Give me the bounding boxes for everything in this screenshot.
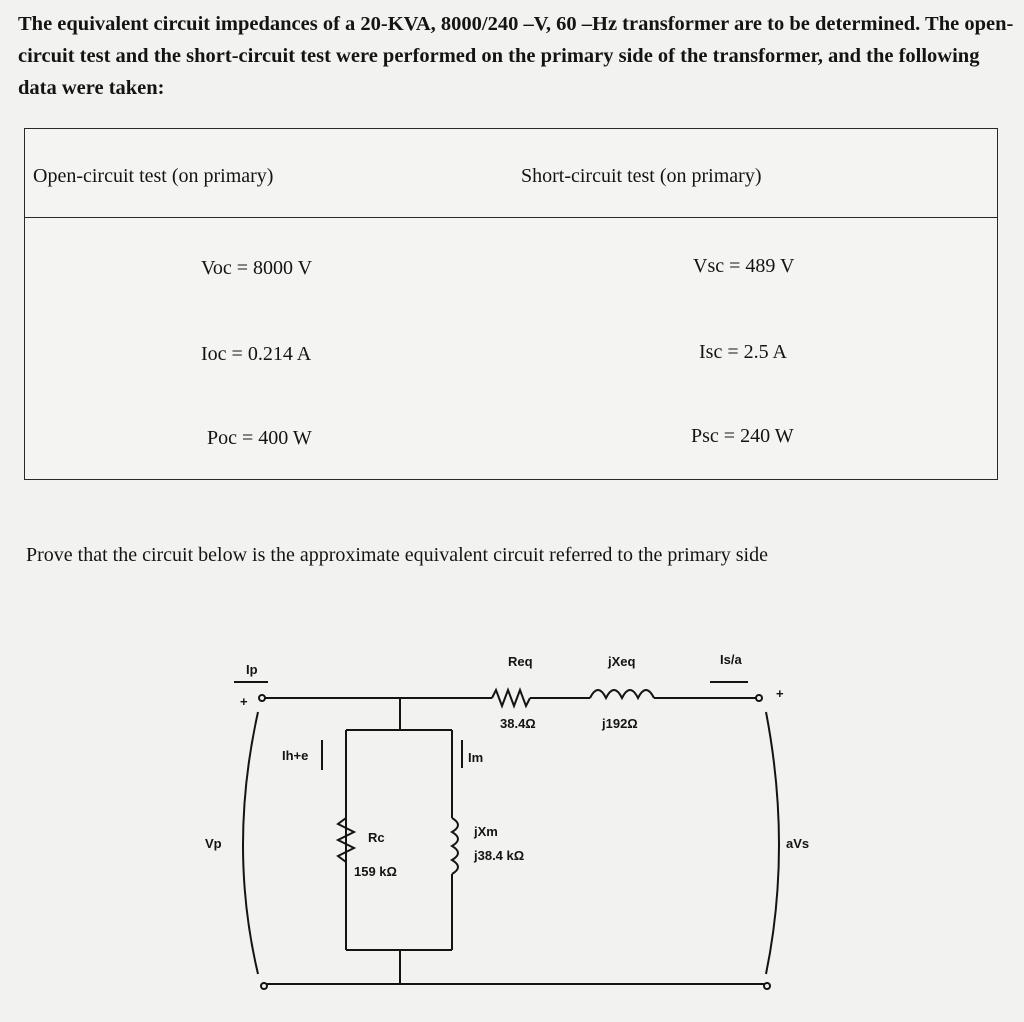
jxeq-label: jXeq	[608, 654, 636, 669]
table-header-row	[25, 129, 997, 218]
req-label: Req	[508, 654, 533, 669]
is-over-a-label: Is/a	[720, 652, 742, 667]
ip-label: Ip	[246, 662, 258, 677]
secondary-minus-terminal	[764, 983, 770, 989]
header-short-circuit: Short-circuit test (on primary)	[521, 165, 762, 187]
equivalent-circuit-diagram	[0, 600, 1024, 1022]
ioc-value: Ioc = 0.214 A	[201, 343, 312, 365]
header-open-circuit: Open-circuit test (on primary)	[33, 165, 274, 187]
jxeq-value: j192Ω	[602, 716, 638, 731]
problem-intro: The equivalent circuit impedances of a 20-KVA, 8000/240 –V, 60 –Hz transformer are to be determined. The open-circuit test and the short-circuit test were performed on the primary side of the transformer, and the following data were taken:	[18, 13, 1014, 99]
ihe-label: Ih+e	[282, 748, 309, 763]
req-resistor	[492, 690, 530, 706]
vsc-value: Vsc = 489 V	[693, 255, 795, 277]
isc-value: Isc = 2.5 A	[699, 341, 787, 363]
psc-value: Psc = 240 W	[691, 425, 794, 447]
prove-statement: Prove that the circuit below is the approximate equivalent circuit referred to the primary side	[26, 544, 768, 566]
primary-minus-terminal	[261, 983, 267, 989]
rc-value: 159 kΩ	[354, 864, 397, 879]
vp-label: Vp	[205, 836, 222, 851]
jxeq-inductor	[590, 690, 654, 698]
im-label: Im	[468, 750, 484, 765]
rc-label: Rc	[368, 830, 385, 845]
avs-label: aVs	[786, 836, 810, 851]
plus-right: +	[776, 686, 784, 701]
avs-bracket	[766, 712, 779, 974]
poc-value: Poc = 400 W	[207, 427, 312, 449]
test-data-table	[24, 128, 998, 480]
secondary-plus-terminal	[756, 695, 762, 701]
plus-left: +	[240, 694, 248, 709]
jxm-label: jXm	[474, 824, 498, 839]
vp-bracket	[243, 712, 258, 974]
primary-plus-terminal	[259, 695, 265, 701]
voc-value: Voc = 8000 V	[201, 257, 313, 279]
jxm-inductor	[452, 818, 458, 874]
jxm-value: j38.4 kΩ	[474, 848, 525, 863]
req-value: 38.4Ω	[500, 716, 536, 731]
